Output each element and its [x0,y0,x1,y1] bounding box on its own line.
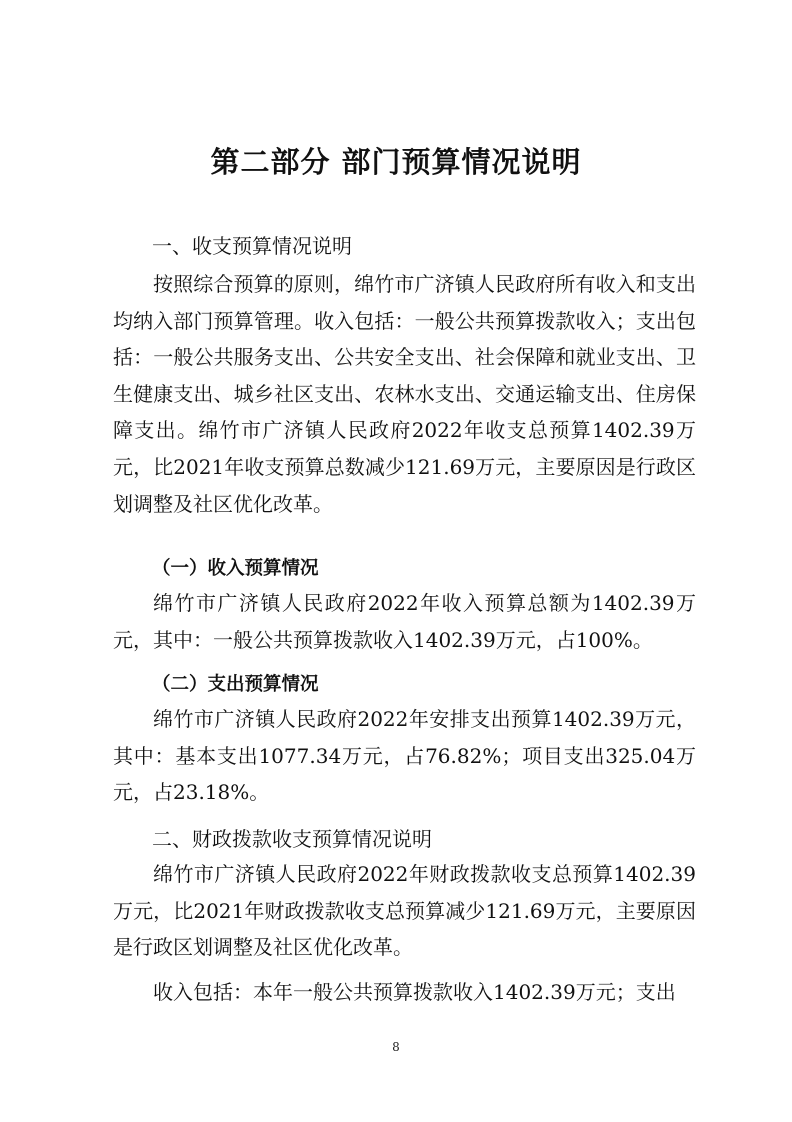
section1-paragraph: 按照综合预算的原则，绵竹市广济镇人民政府所有收入和支出均纳入部门预算管理。收入包括：一般公共预算拨款收入；支出包括：一般公共服务支出、公共安全支出、社会保障和就业支出、卫生健康支出、城乡社区支出、农林水支出、交通运输支出、住房保障支出。绵竹市广济镇人民政府2022年收支总预算1402.39万元，比2021年收支预算总数减少121.69万元，主要原因是行政区划调整及社区优化改革。 [113,272,696,516]
income-heading: （一）收入预算情况 [152,558,319,579]
page-title: 第二部分 部门预算情况说明 [210,145,582,179]
expenditure-heading: （二）支出预算情况 [152,674,319,695]
income-paragraph: 绵竹市广济镇人民政府2022年收入预算总额为1402.39万元，其中：一般公共预算拨款收入1402.39万元，占100%。 [113,591,696,652]
section2-paragraph: 绵竹市广济镇人民政府2022年财政拨款收支总预算1402.39万元，比2021年财政拨款收支总预算减少121.69万元，主要原因是行政区划调整及社区优化改革。 [113,862,696,960]
expenditure-paragraph: 绵竹市广济镇人民政府2022年安排支出预算1402.39万元，其中：基本支出1077.34万元，占76.82%；项目支出325.04万元，占23.18%。 [113,707,696,805]
section2-heading: 二、财政拨款收支预算情况说明 [152,827,432,851]
section1-heading: 一、收支预算情况说明 [152,234,352,258]
section2-paragraph-continued: 收入包括：本年一般公共预算拨款收入1402.39万元；支出 [153,980,676,1004]
page-number: 8 [392,1040,400,1054]
